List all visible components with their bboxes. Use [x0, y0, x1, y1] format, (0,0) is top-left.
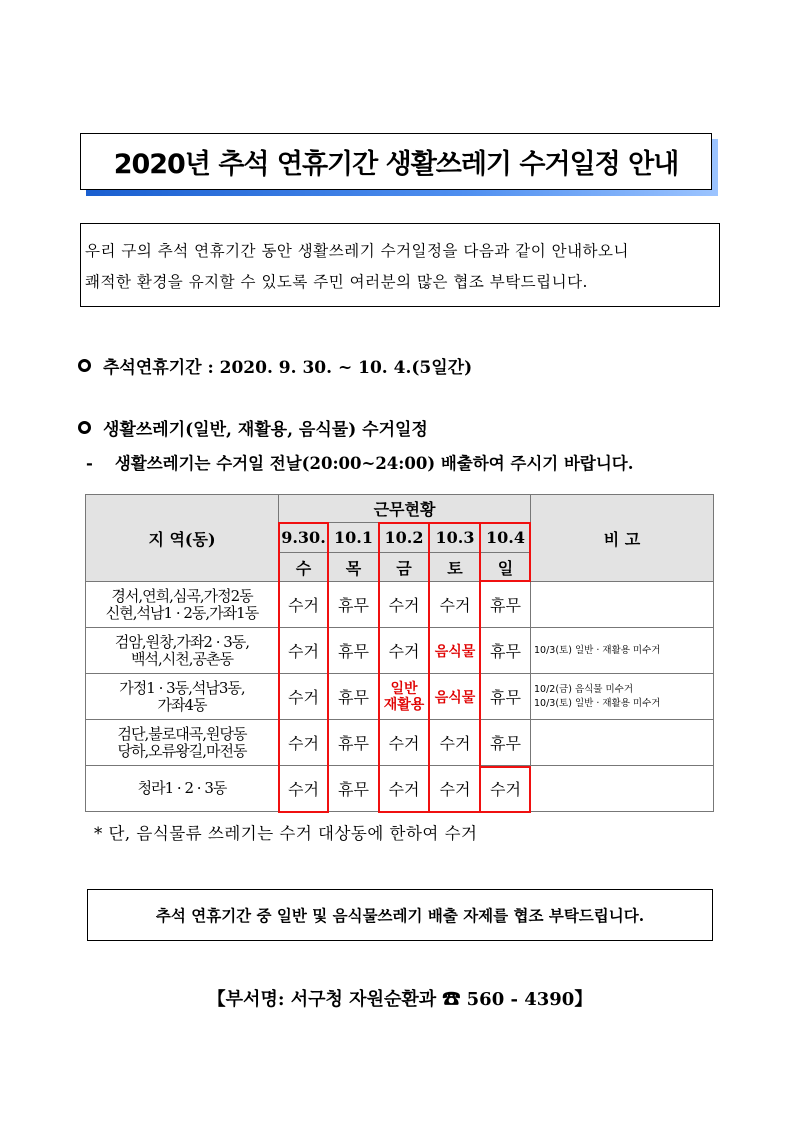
schedule-table	[85, 494, 714, 812]
day-header: 토	[430, 553, 481, 582]
department-info: 【부서명: 서구청 자원순환과 ☎ 560 - 4390】	[207, 989, 593, 1010]
area-cell	[86, 720, 279, 766]
schedule-cell: 수거	[279, 628, 329, 674]
schedule-cell: 수거	[279, 582, 329, 628]
schedule-cell: 휴무	[481, 720, 531, 766]
table-row	[86, 766, 714, 812]
remark-line: 10/3(토) 일반 · 재활용 미수거	[534, 697, 661, 709]
work-header: 근무현황	[279, 495, 531, 523]
remark-cell	[531, 582, 714, 628]
area-cell	[86, 628, 279, 674]
circle-bullet-icon	[78, 359, 91, 372]
table-row	[86, 582, 714, 628]
schedule-cell	[379, 674, 430, 720]
area-line: 청라1 · 2 · 3동	[137, 779, 227, 797]
intro-line: 쾌적한 환경을 유지할 수 있도록 주민 여러분의 많은 협조 부탁드립니다.	[85, 273, 588, 291]
area-line: 가정1 · 3동,석남3동,	[119, 678, 245, 697]
schedule-cell: 수거	[279, 674, 329, 720]
date-header: 10.4	[481, 523, 531, 553]
date-header: 9.30.	[279, 523, 329, 553]
schedule-cell: 휴무	[329, 720, 379, 766]
table-row	[86, 628, 714, 674]
remark-cell	[531, 628, 714, 674]
schedule-cell: 수거	[379, 582, 430, 628]
schedule-cell: 휴무	[329, 628, 379, 674]
schedule-cell: 수거	[279, 720, 329, 766]
schedule-cell: 수거	[379, 720, 430, 766]
intro-box	[80, 223, 720, 307]
day-header: 목	[329, 553, 379, 582]
schedule-cell: 휴무	[481, 628, 531, 674]
area-line: 가좌4동	[157, 695, 207, 714]
schedule-cell: 휴무	[329, 674, 379, 720]
footnote: * 단, 음식물류 쓰레기는 수거 대상동에 한하여 수거	[94, 824, 478, 843]
disposal-note	[86, 450, 633, 474]
remark-line: 10/3(토) 일반 · 재활용 미수거	[534, 644, 661, 656]
dash-mark: -	[86, 454, 93, 473]
schedule-cell: 수거	[481, 766, 531, 812]
schedule-cell: 수거	[430, 720, 481, 766]
schedule-cell: 음식물	[430, 674, 481, 720]
area-line: 신현,석남1 · 2동,가좌1동	[105, 603, 259, 622]
schedule-heading	[78, 415, 428, 440]
request-box: 추석 연휴기간 중 일반 및 음식물쓰레기 배출 자제를 협조 부탁드립니다.	[87, 889, 713, 941]
page-title: 2020년 추석 연휴기간 생활쓰레기 수거일정 안내	[80, 133, 712, 190]
holiday-period-text: 추석연휴기간 : 2020. 9. 30. ~ 10. 4.(5일간)	[103, 358, 473, 378]
date-header: 10.2	[379, 523, 430, 553]
area-line: 경서,연희,심곡,가정2동	[111, 586, 253, 605]
schedule-cell: 수거	[430, 582, 481, 628]
schedule-cell: 수거	[379, 628, 430, 674]
area-cell	[86, 766, 279, 812]
schedule-cell: 휴무	[329, 766, 379, 812]
schedule-cell: 음식물	[430, 628, 481, 674]
remark-header: 비 고	[531, 495, 714, 582]
intro-line: 우리 구의 추석 연휴기간 동안 생활쓰레기 수거일정을 다음과 같이 안내하오니	[85, 242, 629, 260]
date-header: 10.3	[430, 523, 481, 553]
area-line: 당하,오류왕길,마전동	[117, 741, 247, 760]
disposal-note-text: 생활쓰레기는 수거일 전날(20:00~24:00) 배출하여 주시기 바랍니다.	[114, 454, 634, 473]
area-line: 검암,원창,가좌2 · 3동,	[114, 632, 250, 651]
area-header: 지 역(동)	[86, 495, 279, 582]
table-row	[86, 674, 714, 720]
remark-cell	[531, 720, 714, 766]
remark-line: 10/2(금) 음식물 미수거	[534, 683, 634, 695]
area-line: 검단,불로대곡,원당동	[117, 724, 247, 743]
circle-bullet-icon	[78, 421, 91, 434]
schedule-cell: 수거	[430, 766, 481, 812]
schedule-cell: 휴무	[481, 582, 531, 628]
area-cell	[86, 674, 279, 720]
table-row	[86, 720, 714, 766]
day-header: 수	[279, 553, 329, 582]
day-header: 금	[379, 553, 430, 582]
date-header: 10.1	[329, 523, 379, 553]
area-line: 백석,시천,공촌동	[131, 649, 233, 668]
schedule-cell: 휴무	[481, 674, 531, 720]
cell-line: 재활용	[383, 696, 425, 713]
remark-cell	[531, 674, 714, 720]
schedule-cell: 수거	[379, 766, 430, 812]
schedule-heading-text: 생활쓰레기(일반, 재활용, 음식물) 수거일정	[103, 420, 428, 440]
day-header: 일	[481, 553, 531, 582]
schedule-cell: 휴무	[329, 582, 379, 628]
cell-line: 일반	[390, 680, 418, 697]
schedule-cell: 수거	[279, 766, 329, 812]
area-cell	[86, 582, 279, 628]
holiday-period	[78, 353, 472, 378]
remark-cell	[531, 766, 714, 812]
